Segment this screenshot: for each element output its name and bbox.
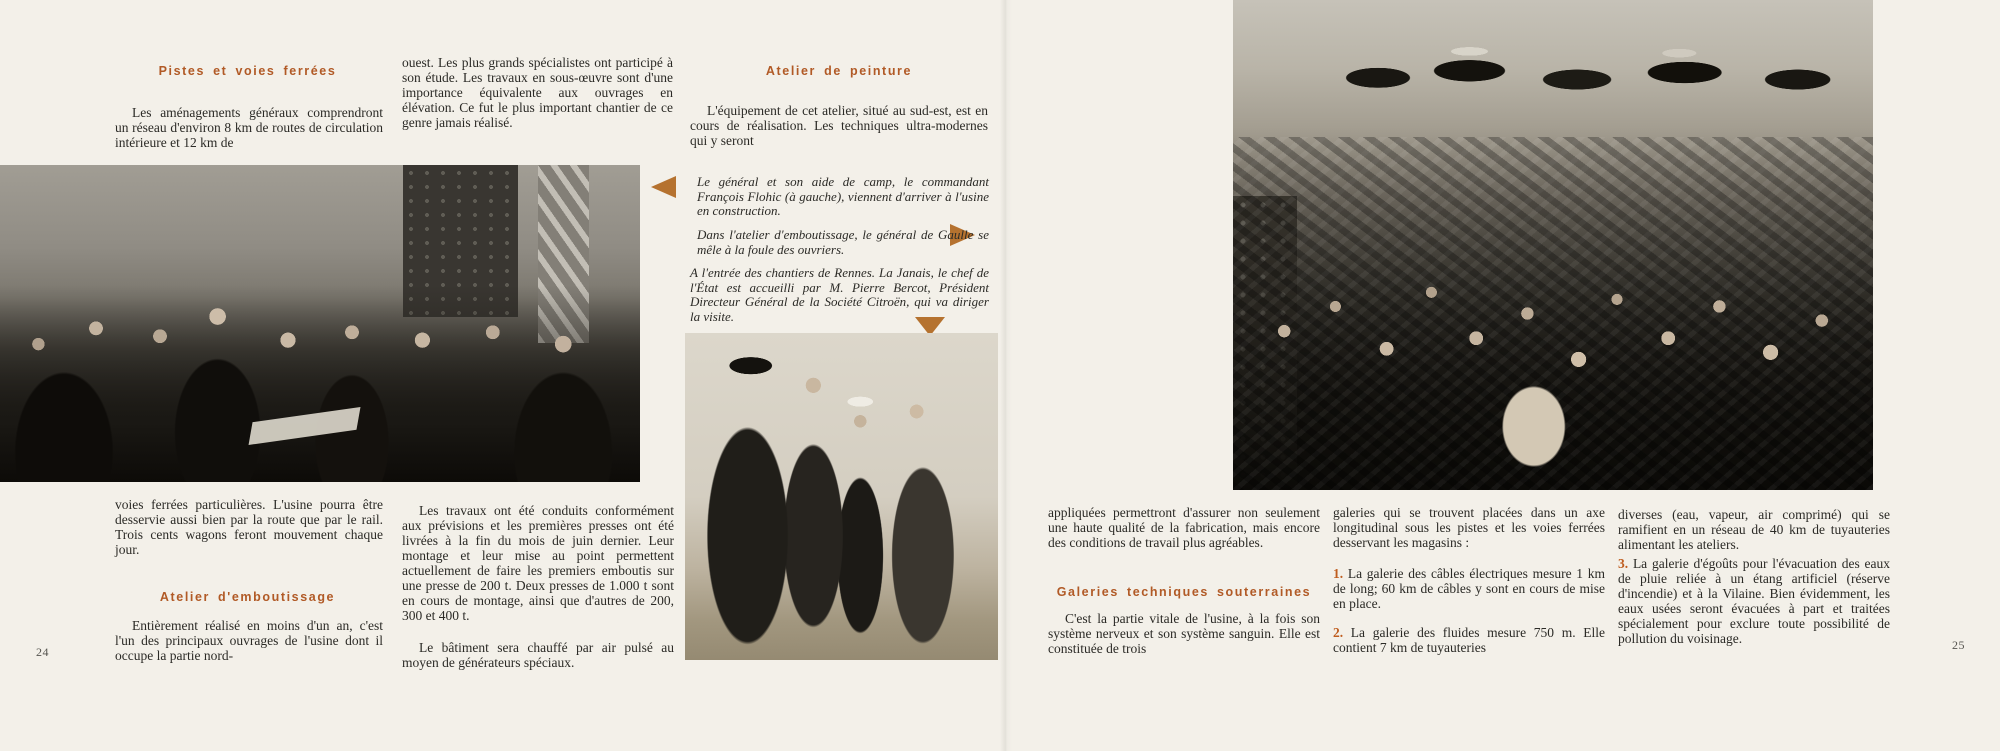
caption-arrow-left-icon	[651, 176, 676, 198]
paragraph-diverses: diverses (eau, vapeur, air comprimé) qui se ramifient en un réseau de 40 km de tuyauteries alimentant les ateliers.	[1618, 507, 1890, 552]
paragraph-appliquees: appliquées permettront d'assurer non seulement une haute qualité de la fabrication, mais encore des conditions de travail plus agréables.	[1048, 505, 1320, 550]
heading-pistes-et-voies-ferrees: Pistes et voies ferrées	[158, 64, 337, 78]
list-item-galerie-cables	[1333, 566, 1605, 611]
list-item-galerie-fluides	[1333, 625, 1605, 655]
officials-silhouettes	[685, 333, 998, 660]
list-number-2: 2.	[1333, 625, 1344, 640]
photo-de-gaulle-crowd	[0, 165, 640, 482]
list-item-text: La galerie des fluides mesure 750 m. Elle contient 7 km de tuyauteries	[1333, 625, 1605, 655]
list-item-text: La galerie d'égoûts pour l'évacuation des eaux de pluie reliée à un étang artificiel (réserve d'incendie) et à la Vilaine. Bien évidemment, les eaux usées seront évacuées à part et traitées spécialement pour exclure toute possibilité de pollution du voisinage.	[1618, 556, 1890, 646]
crowd-silhouettes	[0, 285, 640, 482]
paragraph-equipement: L'équipement de cet atelier, situé au sud-est, est en cours de réalisation. Les techniques ultra-modernes qui y seront	[690, 103, 988, 148]
page-number-25: 25	[1952, 638, 1965, 652]
dense-crowd-silhouettes	[1233, 137, 1873, 490]
page-number-24: 24	[36, 645, 49, 659]
photo-caption-bercot: A l'entrée des chantiers de Rennes. La Janais, le chef de l'État est accueilli par M. Pierre Bercot, Président Directeur Général de la Société Citroën, qui va diriger la visite.	[690, 265, 989, 324]
paragraph-ouest: ouest. Les plus grands spécialistes ont participé à son étude. Les travaux en sous-œuvre sont d'une importance équivalente aux ouvrages en élévation. Ce fut le plus important chantier de ce genre jamais réalisé.	[402, 55, 673, 130]
list-item-text: La galerie des câbles électriques mesure 1 km de long; 60 km de câbles y sont en cours de mise en place.	[1333, 566, 1605, 611]
list-number-3: 3.	[1618, 556, 1629, 571]
list-number-1: 1.	[1333, 566, 1344, 581]
paragraph-batiment: Le bâtiment sera chauffé par air pulsé au moyen de générateurs spéciaux.	[402, 640, 674, 670]
heading-atelier-emboutissage: Atelier d'emboutissage	[159, 590, 336, 604]
photo-caption-flohic: Le général et son aide de camp, le commandant François Flohic (à gauche), viennent d'arriver à l'usine en construction.	[697, 174, 989, 219]
paragraph-entierement: Entièrement réalisé en moins d'un an, c'est l'un des principaux ouvrages de l'usine dont il occupe la partie nord-	[115, 618, 383, 663]
paragraph-travaux: Les travaux ont été conduits conformément aux prévisions et les premières presses ont été livrées à la fin du mois de juin dernier. Leur montage et leur mise au point permettent actuellement de faire les premiers emboutis sur une presse de 200 t. Deux presses de 1.000 t sont en cours de montage, ainsi que d'autres de 200, 300 et 400 t.	[402, 503, 674, 623]
page-gutter	[1000, 0, 1012, 751]
paragraph-cest-la-partie: C'est la partie vitale de l'usine, à la fois son système nerveux et son système sanguin. Elle est constituée de trois	[1048, 611, 1320, 656]
heading-galeries-techniques: Galeries techniques souterraines	[1056, 585, 1312, 599]
photo-caption-foule: Dans l'atelier d'emboutissage, le général de Gaulle se mêle à la foule des ouvriers.	[697, 227, 989, 257]
photo-handshake-officials	[685, 333, 998, 660]
parked-cars-row	[1335, 25, 1873, 113]
paragraph-amenagements: Les aménagements généraux comprendront un réseau d'environ 8 km de routes de circulation intérieure et 12 km de	[115, 105, 383, 150]
photo-crowd-and-cars	[1233, 0, 1873, 490]
heading-atelier-de-peinture: Atelier de peinture	[765, 64, 913, 78]
paragraph-voies-ferrees: voies ferrées particulières. L'usine pourra être desservie aussi bien par la route que par le rail. Trois cents wagons feront mouvement chaque jour.	[115, 497, 383, 557]
list-item-galerie-egouts	[1618, 556, 1890, 646]
paragraph-galeries-qui: galeries qui se trouvent placées dans un axe longitudinal sous les pistes et les voies ferrées desservant les magasins :	[1333, 505, 1605, 550]
